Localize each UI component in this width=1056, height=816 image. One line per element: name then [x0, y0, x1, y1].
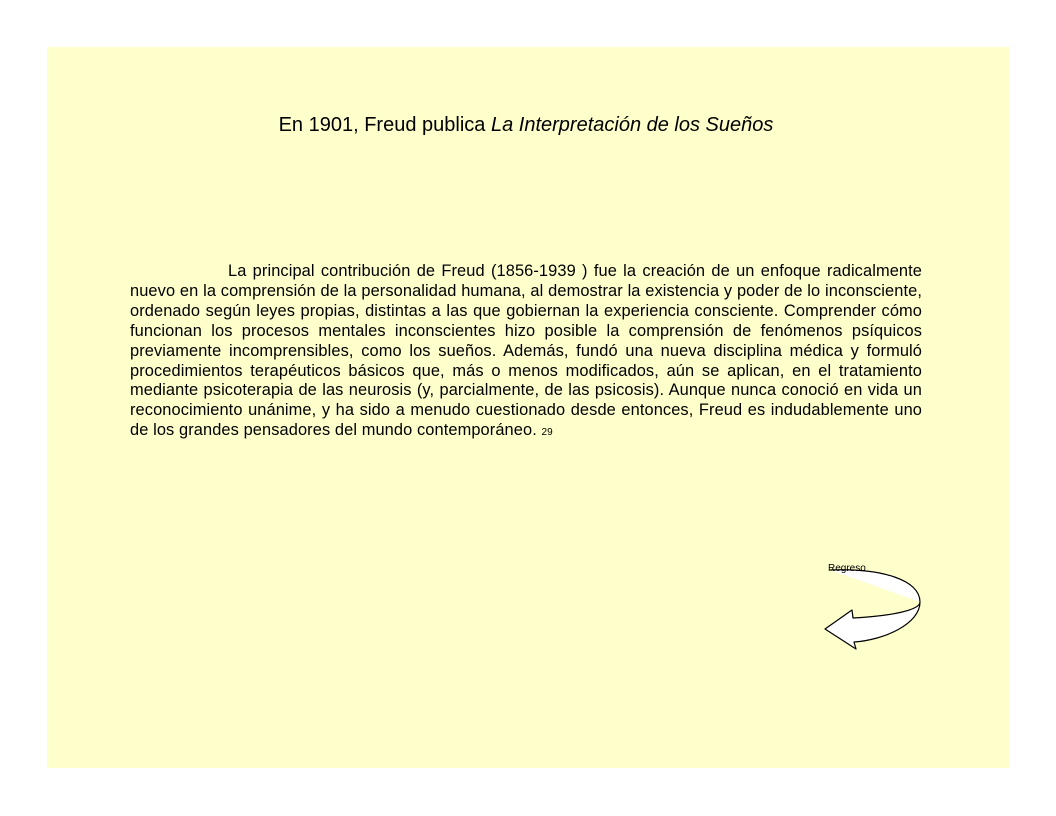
curved-back-arrow-icon[interactable]: [822, 562, 922, 652]
body-paragraph: La principal contribución de Freud (1856-1939 ) fue la creación de un enfoque radicalmente nuevo en la comprensión de la personalidad humana, al demostrar la existencia y poder de lo inconsciente, ordenado según leyes propias, distintas a las que gobiernan la experiencia consciente. Comprender cómo funcionan los procesos mentales inconscientes hizo posible la comprensión de fenómenos psíquicos previamente incomprensibles, como los sueños. Además, fundó una nueva disciplina médica y formuló procedimientos terapéuticos básicos que, más o menos modificados, aún se aplican, en el tratamiento mediante psicoterapia de las neurosis (y, parcialmente, de las psicosis). Aunque nunca conoció en vida un reconocimiento unánime, y ha sido a menudo cuestionado desde entonces, Freud es indudablemente uno de los grandes pensadores del mundo contemporáneo.: [130, 262, 922, 440]
back-arrow-shape[interactable]: [825, 570, 920, 649]
body-paragraph-block: [130, 262, 922, 443]
footnote-reference: 29: [541, 427, 553, 439]
back-link-label[interactable]: Regreso: [828, 563, 866, 574]
title-book-name: La Interpretación de los Sueños: [490, 114, 774, 136]
title-prefix: En 1901, Freud publica: [278, 114, 491, 136]
slide-title: [0, 114, 1052, 137]
